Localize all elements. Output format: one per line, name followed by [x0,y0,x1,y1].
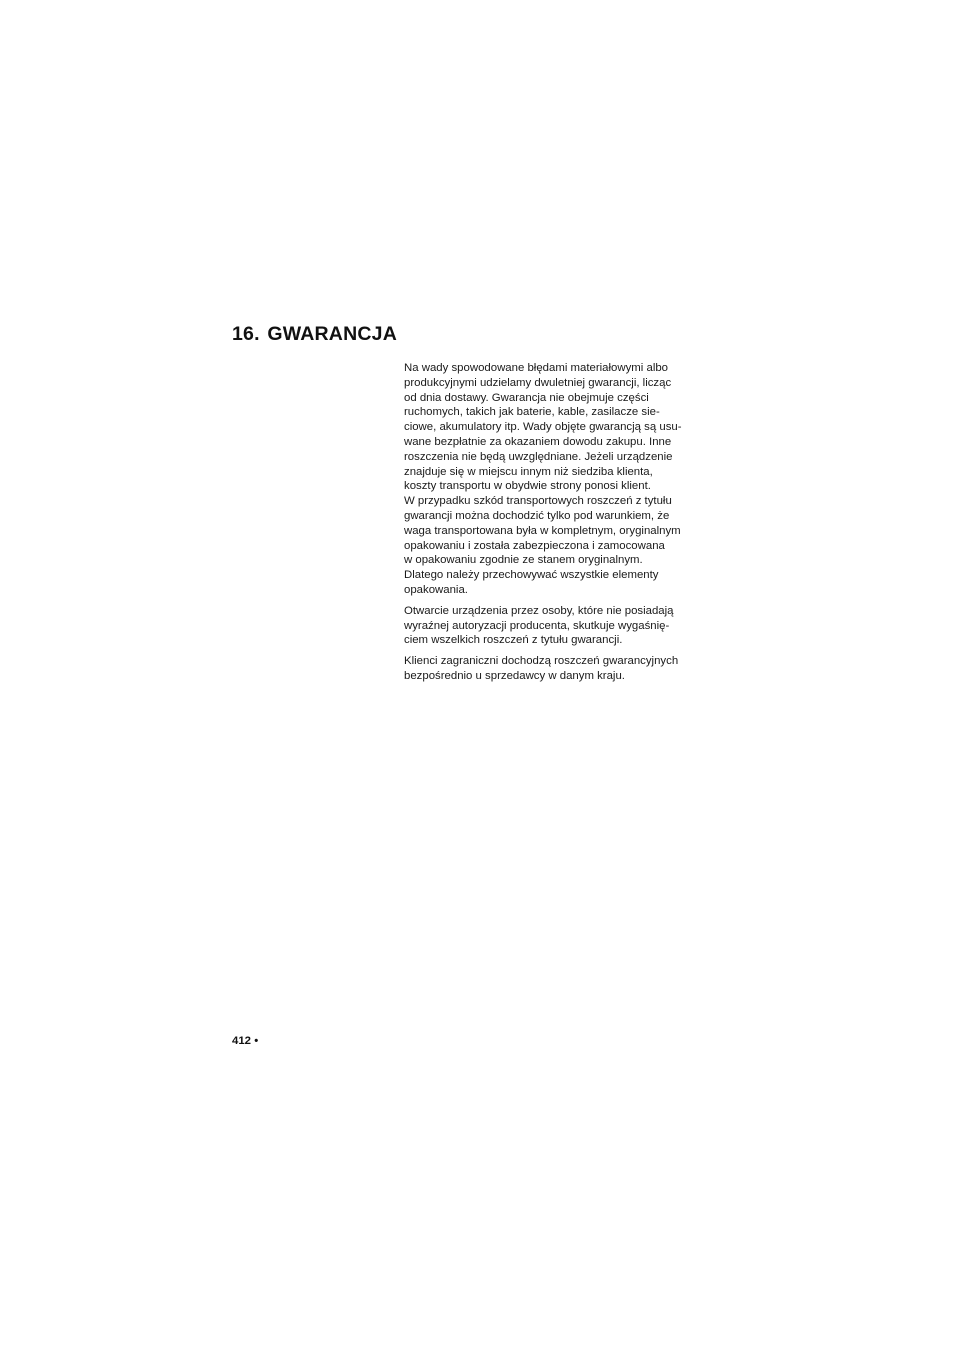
section-heading [232,323,397,346]
text-line: od dnia dostawy. Gwarancja nie obejmuje części [404,391,649,404]
paragraph-warranty-terms [404,361,704,598]
text-line: Klienci zagraniczni dochodzą roszczeń gwarancyjnych [404,655,679,668]
text-line: znajduje się w miejscu innym niż siedziba klienta, [404,465,653,478]
paragraph-unauthorized-opening [404,604,704,648]
text-line: bezpośrednio u sprzedawcy w danym kraju. [404,669,625,682]
text-line: roszczenia nie będą uwzględniane. Jeżeli urządzenie [404,450,673,463]
text-line: ciem wszelkich roszczeń z tytułu gwarancji. [404,634,623,647]
section-title: GWARANCJA [267,323,397,345]
text-line: waga transportowana była w kompletnym, oryginalnym [404,524,681,537]
section-number: 16. [232,323,260,345]
bullet-separator: • [254,1035,259,1047]
text-line: gwarancji można dochodzić tylko pod warunkiem, że [404,509,670,522]
text-line: koszty transportu w obydwie strony ponosi klient. [404,480,651,493]
text-line: w opakowaniu zgodnie ze stanem oryginalnym. [404,554,643,567]
page-footer [232,1035,258,1047]
paragraph-foreign-customers [404,654,704,684]
text-line: produkcyjnymi udzielamy dwuletniej gwarancji, licząc [404,376,672,389]
text-line: opakowaniu i została zabezpieczona i zamocowana [404,539,665,552]
text-line: Na wady spowodowane błędami materiałowymi albo [404,362,669,374]
page-number: 412 [232,1035,252,1047]
text-line: ciowe, akumulatory itp. Wady objęte gwarancją są usu- [404,421,682,434]
text-line: wyraźnej autoryzacji producenta, skutkuje wygaśnię- [404,619,670,632]
text-line: wane bezpłatnie za okazaniem dowodu zakupu. Inne [404,435,672,448]
text-line: ruchomych, takich jak baterie, kable, zasilacze sie- [404,406,660,419]
text-line: Dlatego należy przechowywać wszystkie elementy [404,569,659,582]
text-line: W przypadku szkód transportowych roszczeń z tytułu [404,495,672,508]
text-line: Otwarcie urządzenia przez osoby, które nie posiadają [404,604,674,617]
text-line: opakowania. [404,583,468,596]
warranty-text [404,361,704,690]
